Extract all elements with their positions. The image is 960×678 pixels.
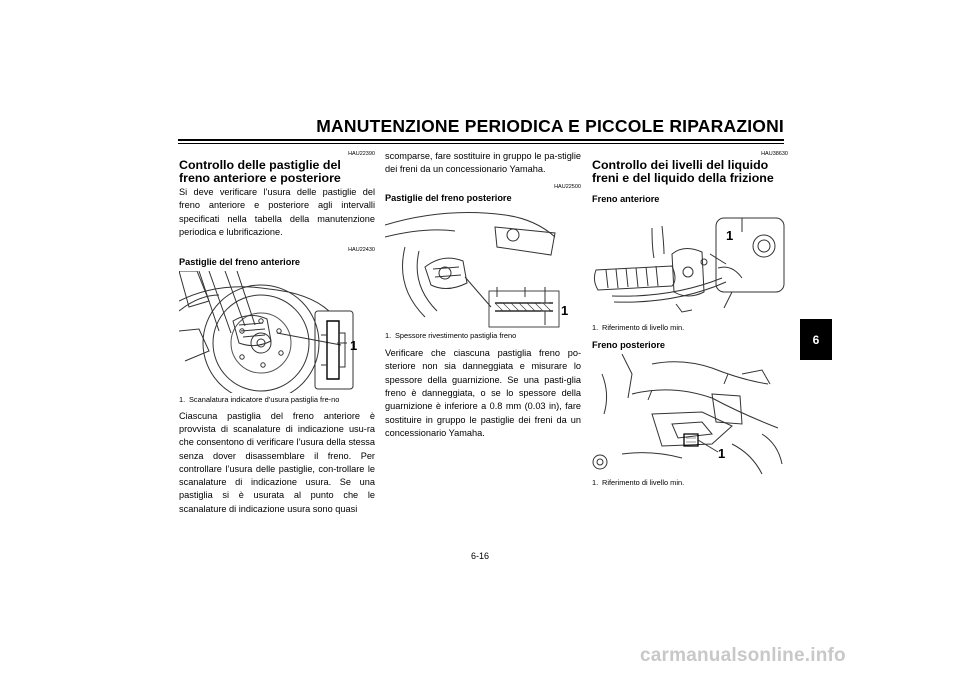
figure-caption — [592, 478, 788, 488]
rear-brake-pad-figure — [385, 207, 581, 329]
caption-text: Riferimento di livello min. — [602, 477, 685, 487]
figure-callout: 1 — [561, 302, 569, 318]
section-code: HAU22430 — [348, 247, 375, 254]
section-code: HAU22390 — [348, 151, 375, 157]
caption-text: Scanalatura indicatore d’usura pastiglia fre-no — [189, 395, 340, 405]
caption-text: Riferimento di livello min. — [602, 323, 685, 332]
subsection-heading: Freno posteriore — [592, 339, 666, 350]
chapter-tab: 6 — [800, 319, 832, 360]
continued-paragraph: scomparse, fare sostituire in gruppo le pa-stiglie dei freni da un concessionario Yamaha. — [385, 151, 581, 175]
rear-brake-reservoir-figure — [592, 354, 788, 476]
figure-callout: 1 — [726, 228, 734, 243]
intro-paragraph: Si deve verificare l’usura delle pastiglie del freno anteriore e posteriore agli intervalli specificati nella tabella della manutenzione periodica e lubrificazione. — [179, 187, 375, 237]
caption-number: 1. — [179, 395, 186, 405]
section-code: HAU22500 — [554, 183, 581, 190]
section-heading: Controllo delle pastiglie del freno anteriore e posteriore — [179, 158, 341, 185]
subsection-heading: Pastiglie del freno anteriore — [179, 257, 301, 268]
section-code: HAU38630 — [761, 151, 788, 157]
rear-brake-illustration — [385, 207, 581, 329]
caption-number: 1. — [592, 477, 599, 487]
front-reservoir-illustration — [592, 208, 788, 320]
caption-number: 1. — [385, 330, 392, 340]
figure-caption — [179, 395, 375, 405]
title-rule — [178, 139, 784, 141]
caption-number: 1. — [592, 323, 599, 332]
figure-callout: 1 — [718, 445, 726, 461]
front-brake-pad-figure — [179, 271, 375, 393]
front-brake-reservoir-figure — [592, 208, 788, 320]
section-heading: Controllo dei livelli del liquido freni e del liquido della frizione — [592, 158, 774, 185]
middle-column — [385, 150, 581, 440]
title-rule-thin — [178, 143, 784, 144]
right-column — [592, 150, 788, 487]
page-title: MANUTENZIONE PERIODICA E PICCOLE RIPARAZIONI — [316, 116, 784, 136]
caption-text: Spessore rivestimento pastiglia freno — [395, 330, 517, 340]
figure-callout: 1 — [350, 338, 358, 354]
page-number: 6-16 — [470, 551, 489, 561]
body-paragraph: Ciascuna pastiglia del freno anteriore è provvista di scanalature di indicazione usu-ra che consentono di verificare l’usura della stessa senza dover disassemblare il freno. Per controllare l’usura delle pastiglie, con-trollare le scanalature di indicazione usura. Se una pastiglia si è usurata al punto che le scanalature di indicazione usura sono quasi — [179, 410, 375, 514]
watermark: carmanualsonline.info — [640, 645, 846, 666]
rear-reservoir-illustration — [592, 354, 788, 476]
figure-caption — [592, 323, 788, 333]
front-brake-illustration — [179, 271, 375, 393]
body-paragraph: Verificare che ciascuna pastiglia freno po-steriore non sia danneggiata e misurare lo spessore della guarnizione. Se una pasti-glia freno è danneggiata, o se lo spessore della guarnizione è inferiore a 0.8 mm (0.03 in), fare sostituire in gruppo le pastiglie dei freni da un concessionario Yamaha. — [385, 348, 581, 438]
subsection-heading: Freno anteriore — [592, 194, 660, 204]
figure-caption — [385, 331, 581, 341]
left-column — [179, 150, 375, 516]
subsection-heading: Pastiglie del freno posteriore — [385, 192, 512, 203]
